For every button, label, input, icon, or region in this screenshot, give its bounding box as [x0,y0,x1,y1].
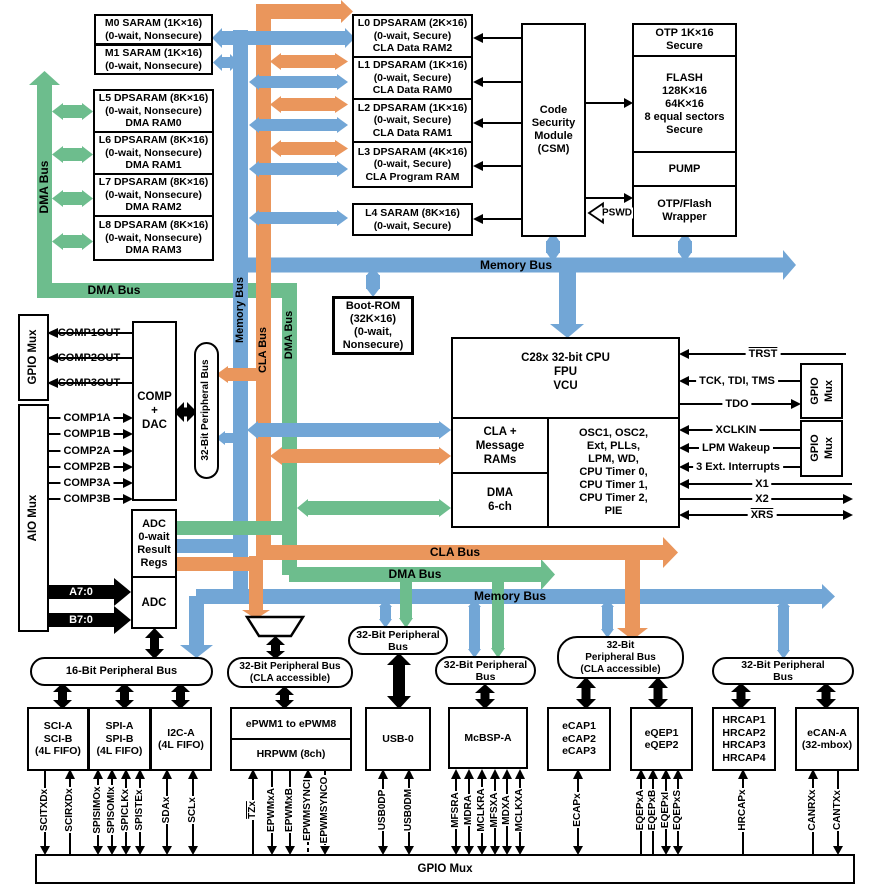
dma-6ch-box [451,472,549,528]
pin-label-spiclkx [120,765,132,855]
osc-timers-box [547,417,680,528]
text-line: DMA RAM3 [125,244,182,257]
text-line: (0-wait, Nonsecure) [105,188,202,201]
text-line: (4L FIFO) [96,745,143,758]
text-line: HRCAP2 [722,726,766,739]
text-line: Secure [666,123,703,136]
text-line: L1 DPSARAM (1K×16) [357,59,468,72]
mcbsp-box [448,707,528,769]
text-line: EPWMxA [266,788,277,832]
memory-bus-mid-label: Memory Bus [473,589,547,603]
text-line: Peripheral Bus [585,651,656,663]
epwm-bus-oval [227,657,353,688]
text-line: Wrapper [662,211,707,223]
text-line: EPWMSYNCO [319,776,330,844]
text-line: SPISOMIx [106,786,117,834]
text-line: SPISIMOx [92,786,103,834]
text-line: VCU [553,380,578,392]
pin-label-usb0dm [403,765,415,855]
text-line: USB0DM [403,788,414,832]
text-line: M0 SARAM (1K×16) [104,17,203,29]
pin-label-scitxdx [39,765,51,855]
pin-label-hrcapx [737,765,749,855]
text-line: CLA + [483,425,517,438]
text-line: 32-Bit Peripheral [443,658,528,671]
text-line: USB-0 [382,732,414,745]
text-line: CPU Timer 1, [579,479,648,491]
text-line: 128K×16 [662,84,707,97]
text-line: CANTXx [832,790,843,831]
text-line: DMA [486,487,514,499]
tdo-label: TDO [722,398,751,410]
comp-dac-box [132,321,177,501]
text-line: (CLA accessible) [249,672,331,684]
text-line: OTP/Flash [657,198,712,210]
text-line: FPU [554,366,577,378]
text-line: Module [534,130,573,142]
text-line: (0-wait, Secure) [373,219,452,232]
pin-label-sclx [187,765,199,855]
ecan-box [795,707,859,771]
dma-bus-mid-label: DMA Bus [388,567,442,581]
text-line: EQEPxS [672,789,683,831]
text-line: EPWMxB [284,788,295,832]
text-line: GPIO [809,434,821,462]
pin-label-spisomix [106,765,118,855]
text-line: HRCAPx [737,789,748,831]
comp2a-label: COMP2A [60,445,113,457]
text-line: SCI-B [43,732,73,745]
text-line: MFSXA [489,792,500,828]
memory-bus-vertical-label: Memory Bus [234,276,246,344]
text-line: L2 DPSARAM (1K×16) [357,101,468,114]
text-line: eCAP3 [562,745,596,758]
cla-bus-vertical-label: CLA Bus [257,326,269,374]
xrs-label [748,509,777,521]
l7-dpsaram-box [93,173,214,217]
text-line: HRCAP3 [722,739,766,751]
text-line: 32-Bit [606,639,635,651]
pin-label-usb0dp [377,765,389,855]
text-line: CLA Data RAM2 [372,42,453,55]
pin-label-spistex [134,765,146,855]
pin-label-spisimox [92,765,104,855]
text-line: L8 DPSARAM (8K×16) [98,219,209,232]
peripheral-mux-funnel [247,617,303,636]
text-line: $\overline{TZx}$ [247,801,258,819]
dma-bus-left-vertical-label: DMA Bus [37,160,51,214]
pin-label-scirxdx [64,765,76,855]
m1-saram-box [94,44,213,75]
text-line: Message [475,439,525,452]
text-line: Security [531,117,576,129]
text-line: (0-wait, Secure) [373,71,452,84]
ecap-eqep-bus-oval [557,636,684,679]
text-line: ADC [141,596,167,609]
cla-message-rams-box [451,417,549,474]
text-line: DAC [142,419,167,431]
epwm-box [230,707,352,741]
text-line: McBSP-A [464,731,512,744]
pin-label-epwmsynci [302,765,314,855]
text-line: Bus [388,640,408,653]
pin-label-canrxx [807,765,819,855]
text-line: MCLKRA [476,788,487,832]
pin-label-sdax [161,765,173,855]
comp1b-label: COMP1B [60,428,113,440]
l5-dpsaram-box [93,89,214,133]
text-line: SPI-B [105,732,134,745]
l0-dpsaram-box [352,14,473,58]
text-line: Secure [666,40,703,52]
text-line: L6 DPSARAM (8K×16) [98,134,209,147]
text-line: ECAPx [572,793,583,827]
text-line: (0-wait, Nonsecure) [105,29,202,42]
text-line: 8 equal sectors [644,110,725,123]
comp2out-label: COMP2OUT [57,352,121,364]
mcbsp-bus-oval [435,656,536,685]
l6-dpsaram-box [93,131,214,175]
text-line: ePWM1 to ePWM8 [245,717,337,730]
text-line: SDAx [161,796,172,824]
text-line: (0-wait, Nonsecure) [105,231,202,244]
text-line: GPIO Mux [417,863,473,875]
pin-label-eqepxi [660,765,672,855]
pswd-label: PSWD [602,207,632,219]
gpio-mux-bar [35,854,855,884]
text-line: CPU Timer 2, [579,492,648,504]
text-line: DMA RAM2 [125,201,182,214]
m0-saram-box [94,14,213,45]
comp3a-label: COMP3A [60,477,113,489]
otp-box [632,23,737,57]
text-line: SPI-A [105,720,134,733]
cpu-core-text [451,351,680,393]
i2c-box [150,707,212,771]
text-line: 16-Bit Peripheral Bus [65,665,178,677]
text-line: CANRXx [807,789,818,831]
otp-flash-wrapper-box [632,185,737,237]
dma-bus-vertical-label: DMA Bus [283,310,295,360]
text-line: (4L FIFO) [35,745,81,758]
text-line: 32-Bit Peripheral [356,628,440,641]
text-line: (4L FIFO) [158,739,204,751]
pin-label-mclkra [476,765,488,855]
text-line: (0-wait, Nonsecure) [105,104,202,117]
text-line: Nonsecure) [342,338,404,351]
text-line: EQEPxA [635,789,646,831]
hrcap-box [712,707,776,771]
comp3out-label: COMP3OUT [57,377,121,389]
pin-label-mclkxa [514,765,526,855]
code-security-module-box [521,23,586,237]
gpio-mux-right-label-1 [808,363,836,419]
eqep-box [630,707,693,771]
text-line: L0 DPSARAM (2K×16) [357,17,468,30]
text-line: L5 DPSARAM (8K×16) [98,92,209,105]
text-line: USB0DP [377,789,388,831]
text-line: (0-wait, Nonsecure) [105,146,202,159]
adc-box [131,576,177,629]
dma-bus-top-label: DMA Bus [87,283,141,297]
ext-interrupts-label: 3 Ext. Interrupts [693,461,783,473]
text-line: SPISTEx [134,789,145,831]
text-line: FLASH [666,71,703,84]
pin-label-epwmxa [266,765,278,855]
text-line: EQEPxB [647,789,658,831]
text-line: DMA RAM1 [125,159,182,172]
text-line: (32-mbox) [801,739,853,751]
text-line: LPM, WD, [588,453,639,465]
pin-label-eqepxb [647,765,659,855]
lpm-wakeup-label: LPM Wakeup [699,442,773,454]
pin-label-epwmsynco [319,765,331,855]
sci-box [27,707,89,771]
l2-dpsaram-box [352,98,473,143]
pin-label-cantxx [832,765,844,855]
text-line: + [151,405,158,417]
text-line: CLA Data RAM1 [372,126,453,139]
text-line: (0-wait, [354,325,392,338]
flash-box [632,55,737,153]
text-line: SPICLKx [120,788,131,832]
text-line: TRST [748,348,778,360]
text-line: CLA Program RAM [365,170,460,183]
pin-label-eqepxs [672,765,684,855]
text-line: Boot-ROM [345,299,401,312]
pin-label-mfsxa [489,765,501,855]
pin-label-mdxa [501,765,513,855]
text-line: eQEP1 [644,726,679,739]
text-line: MFSRA [450,792,461,828]
text-line: PUMP [668,162,701,175]
text-line: EQEPxI [660,791,671,829]
comp1out-label: COMP1OUT [57,327,121,339]
x2-label: X2 [752,493,771,505]
text-line: L7 DPSARAM (8K×16) [98,176,209,189]
x1-label: X1 [752,478,771,490]
text-line: SCITXDx [39,788,50,832]
text-line: eCAP2 [562,732,596,745]
memory-bus-top-label: Memory Bus [479,258,553,272]
pin-label-eqepxa [635,765,647,855]
ecap-box [547,707,611,771]
text-line: PIE [604,505,623,517]
text-line: 64K×16 [665,97,704,110]
l8-dpsaram-box [93,215,214,261]
text-line: HRCAP1 [722,714,766,726]
text-line: RAMs [483,453,517,466]
cla-bus-mid-label: CLA Bus [429,545,481,559]
text-line: 6-ch [488,501,512,513]
text-line: HRPWM (8ch) [256,748,326,761]
l1-dpsaram-box [352,56,473,100]
text-line: Result [137,543,171,556]
usb-bus-oval [348,626,448,655]
text-line: M1 SARAM (1K×16) [104,47,203,59]
aio-mux-label: AIO Mux [27,494,39,542]
tck-tdi-tms-label: TCK, TDI, TMS [696,375,778,387]
pin-label-tzx [247,765,259,855]
text-line: (0-wait, Secure) [373,29,452,42]
a-channels-label: A7:0 [69,586,93,598]
b-channels-label: B7:0 [69,614,93,626]
text-line: I2C-A [167,726,195,739]
text-line: CPU Timer 0, [579,466,648,478]
xclkin-label: XCLKIN [713,424,760,436]
text-line: eQEP2 [644,739,679,751]
text-line: 32-Bit Peripheral Bus [239,660,341,672]
text-line: OSC1, OSC2, [578,427,649,439]
pin-label-epwmxb [284,765,296,855]
text-line: CLA Data RAM0 [372,84,453,97]
text-line: $\overline{XRS}$ [750,509,774,521]
pin-label-ecapx [572,765,584,855]
text-line: C28x 32-bit CPU [521,352,610,364]
text-line: (0-wait, Secure) [373,158,452,171]
text-line: 0-wait [138,530,170,543]
text-line: EPWMSYNCI [302,779,313,841]
spi-box [88,707,151,771]
text-line: MCLKXA [514,788,525,832]
text-line: Code [539,104,568,116]
text-line: HRCAP4 [722,751,766,764]
text-line: OTP 1K×16 [655,27,714,39]
gpio-mux-right-label-2 [808,420,836,476]
text-line: 32-Bit Peripheral [741,659,825,671]
hrcap-ecan-bus-oval [712,657,854,685]
comp2b-label: COMP2B [60,461,113,473]
text-line: Mux [823,437,835,459]
text-line: MDXA [501,795,512,825]
peripheral-bus-16bit-oval [30,657,213,686]
text-line: Ext, PLLs, [586,440,641,452]
boot-rom-box [332,296,414,355]
trst-label [746,348,781,360]
l4-saram-box [352,203,473,236]
pin-label-mdra [463,765,475,855]
text-line: (CLA accessible) [580,663,661,675]
text-line: GPIO [809,377,821,405]
adc-result-regs-box [131,509,177,578]
gpio-mux-left-label: GPIO Mux [27,329,39,385]
text-line: Regs [140,556,168,569]
text-line: (32K×16) [349,312,397,325]
peripheral-bus-32bit-vertical-label: 32-Bit Peripheral Bus [200,359,211,461]
text-line: (0-wait, Secure) [373,114,452,127]
text-line: Bus [475,670,496,683]
text-line: eCAP1 [562,720,596,733]
comp1a-label: COMP1A [60,412,113,424]
text-line: SCI-A [43,720,73,733]
text-line: Mux [823,380,835,402]
pump-box [632,151,737,187]
pin-label-mfsra [450,765,462,855]
text-line: Bus [773,671,793,683]
text-line: MDRA [463,795,474,825]
text-line: eCAN-A [807,726,847,739]
comp3b-label: COMP3B [60,493,113,505]
text-line: ADC [142,517,166,530]
text-line: SCLx [187,797,198,823]
text-line: SCIRXDx [64,788,75,832]
text-line: (CSM) [537,143,570,155]
usb-box [365,707,431,771]
text-line: COMP [137,391,172,403]
text-line: (0-wait, Nonsecure) [105,59,202,72]
text-line: DMA RAM0 [125,117,182,130]
text-line: L4 SARAM (8K×16) [365,207,460,219]
text-line: L3 DPSARAM (4K×16) [357,145,468,158]
l3-dpsaram-box [352,141,473,188]
